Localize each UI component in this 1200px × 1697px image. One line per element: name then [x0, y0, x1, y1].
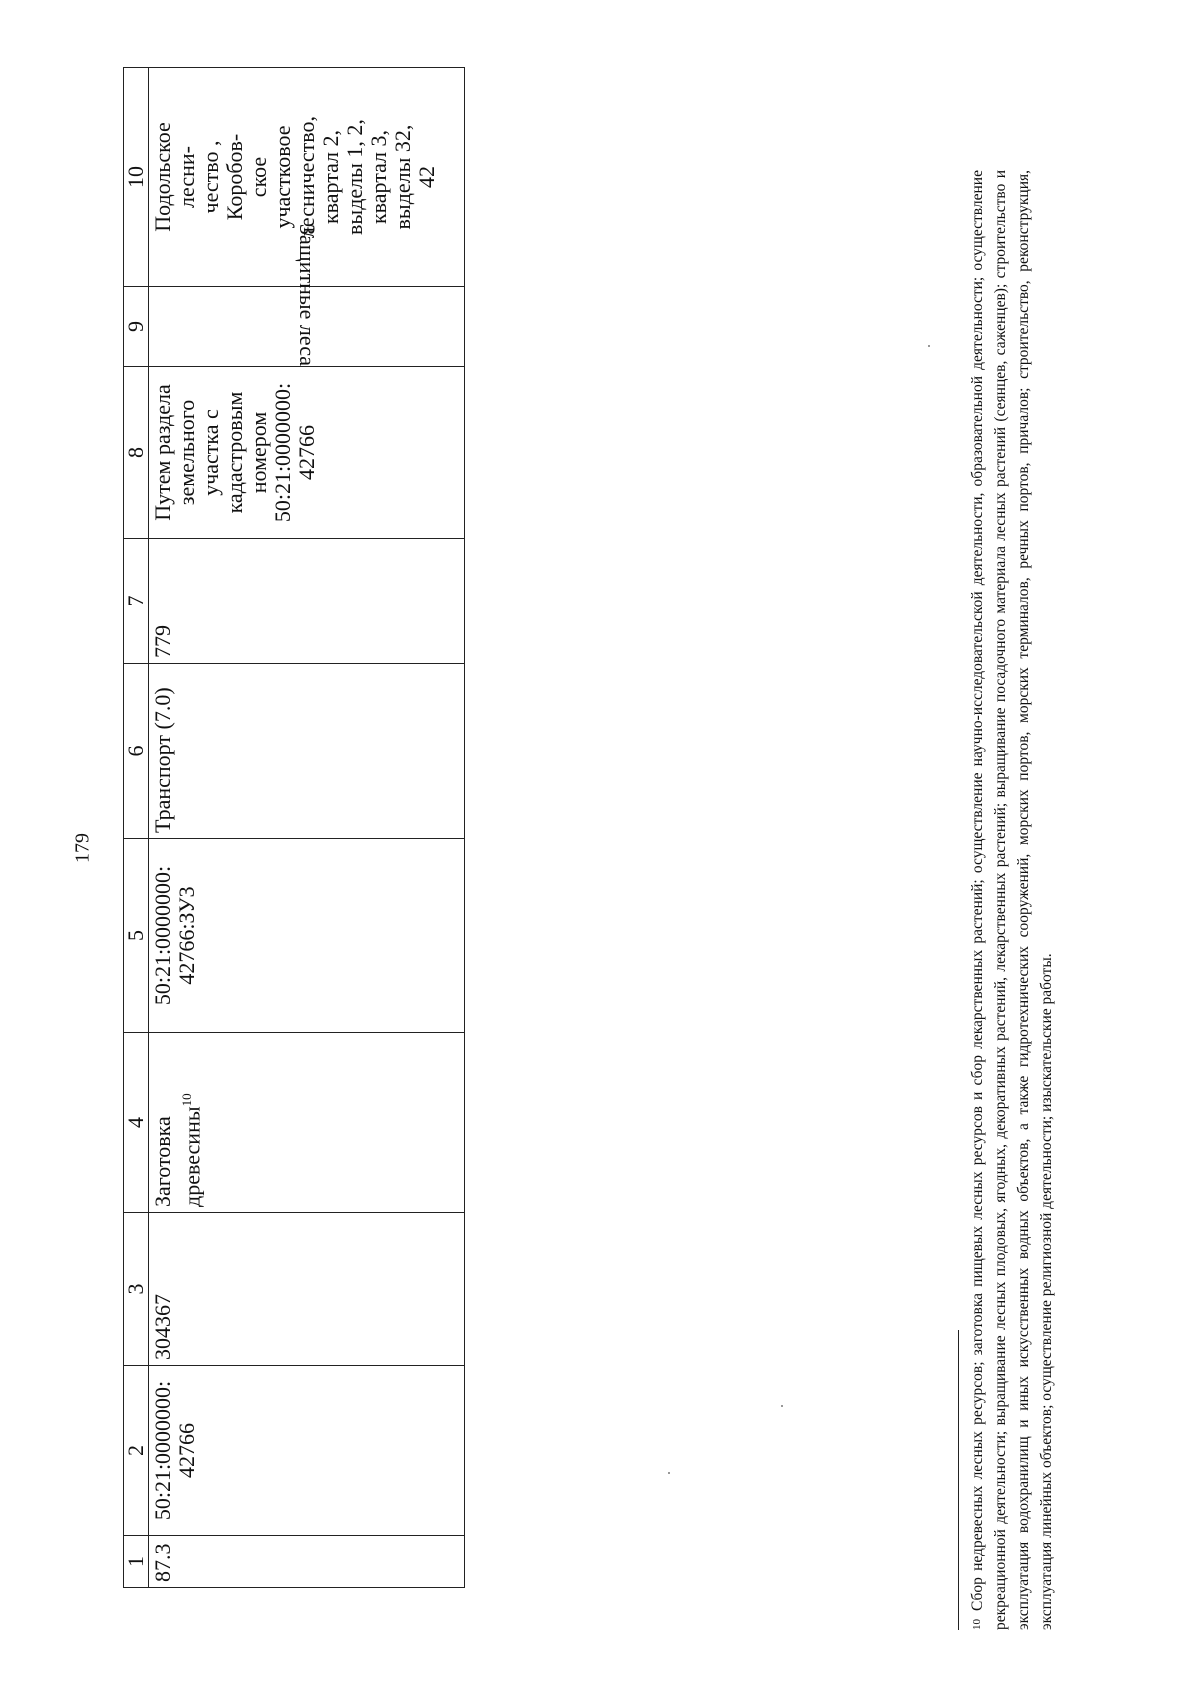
column-header-1: 1: [124, 1536, 149, 1588]
column-header-3: 3: [124, 1213, 149, 1366]
cell-area-2: 779: [149, 539, 465, 664]
use-type-text: Заготовка древесины: [150, 1106, 205, 1207]
table-header-row: [124, 68, 149, 1588]
data-table-container: [123, 68, 465, 1588]
cell-new-cadastral-number: 50:21:0000000: 42766:ЗУ3: [149, 839, 465, 1033]
column-header-9: 9: [124, 287, 149, 367]
footnote-body: Сбор недревесных лесных ресурсов; заготовка пищевых лесных ресурсов и сбор лекарственных растений; осуществление научно-исследовательской деятельности, образовательной деятельности; осуществление рекреационной деятельности; выращивание лесных плодовых, ягодных, декоративных растений, лекарственных растений; выращивание посадочного материала лесных растений (сеянцев, саженцев); строительство и эксплуатация водохранилищ и иных искусственных водных объектов, а также гидротехнических сооружений, морских портов, морских терминалов, речных портов, причалов; строительство, реконструкция, эксплуатация линейных объектов; осуществление религиозной деятельности; изыскательские работы.: [969, 170, 1055, 1630]
footnote-marker: 10: [971, 1619, 983, 1630]
footnote-block: [958, 170, 1200, 1630]
cell-area: 304367: [149, 1213, 465, 1366]
footnote-separator: [958, 1330, 959, 1630]
column-header-5: 5: [124, 839, 149, 1033]
scan-speck: [928, 345, 930, 347]
table-row: [149, 68, 465, 1588]
page-number: 179: [71, 833, 94, 863]
cell-forestry-location: Подольское лесни- чество , Коробов- ское участковое лесничество, квартал 2, выделы 1, 2, квартал 3, выделы 32, 42: [149, 68, 465, 287]
scan-speck: [668, 1472, 670, 1474]
column-header-6: 6: [124, 664, 149, 839]
cell-forest-category: [149, 223, 465, 367]
column-header-7: 7: [124, 539, 149, 664]
cell-formation-method: Путем раздела земельного участка с кадастровым номером 50:21:0000000: 42766: [149, 367, 465, 539]
footnote-text: [966, 170, 1058, 1630]
column-header-4: 4: [124, 1033, 149, 1213]
footnote-reference: 10: [179, 1093, 194, 1107]
cell-number: 87.3: [149, 1536, 465, 1588]
forest-category-text: Защитные леса: [294, 223, 320, 366]
column-header-8: 8: [124, 367, 149, 539]
scan-speck: [781, 1405, 783, 1407]
cell-use-type: [149, 1033, 465, 1213]
column-header-10: 10: [124, 68, 149, 287]
cell-permitted-use: Транспорт (7.0): [149, 664, 465, 839]
data-table: [123, 67, 465, 1588]
cell-source-cadastral-number: 50:21:0000000: 42766: [149, 1366, 465, 1536]
column-header-2: 2: [124, 1366, 149, 1536]
